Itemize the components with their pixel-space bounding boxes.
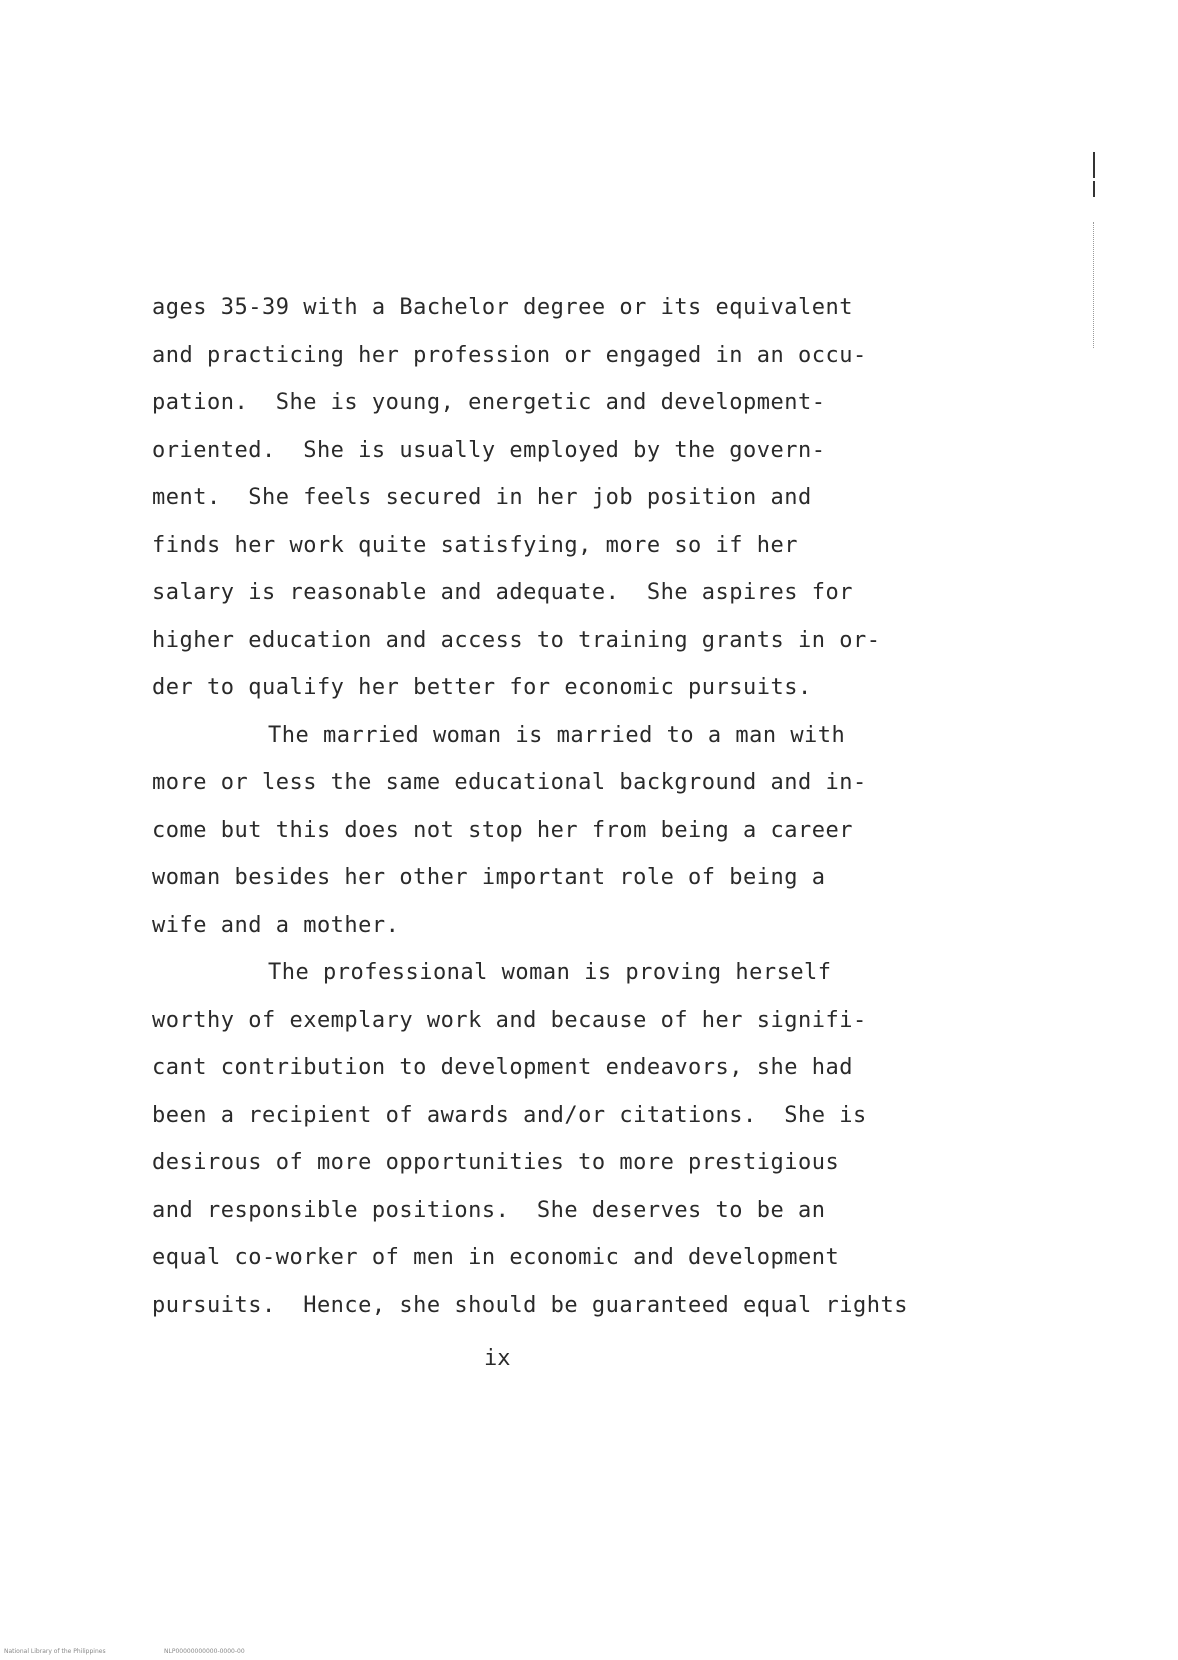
footer-identifier: NLP00000000000-0000-00 (164, 1648, 245, 1655)
paragraph-1 (152, 284, 982, 712)
text-line: der to qualify her better for economic pursuits. (152, 675, 812, 700)
text-line: pursuits. Hence, she should be guaranteed equal rights (152, 1292, 908, 1318)
text-line: cant contribution to development endeavors, she had (152, 1055, 854, 1080)
text-line: pation. She is young, energetic and development- (152, 390, 826, 415)
text-line: finds her work quite satisfying, more so if her (152, 532, 799, 558)
text-line: ment. She feels secured in her job position and (152, 485, 812, 510)
text-line: The professional woman is proving herself (268, 960, 832, 985)
text-line: come but this does not stop her from being a career (152, 817, 854, 843)
margin-mark (1093, 181, 1095, 197)
text-line: and responsible positions. She deserves to be an (152, 1197, 826, 1223)
margin-dotted-line (1093, 222, 1094, 348)
text-line: equal co-worker of men in economic and development (152, 1245, 840, 1270)
text-line: worthy of exemplary work and because of her signifi- (152, 1007, 867, 1033)
text-line: higher education and access to training grants in or- (152, 627, 881, 653)
body-text (152, 284, 982, 1329)
margin-mark (1093, 152, 1095, 178)
text-line: desirous of more opportunities to more prestigious (152, 1150, 840, 1175)
paragraph-3 (152, 949, 982, 1329)
text-line: The married woman is married to a man with (268, 722, 846, 748)
footer-source: National Library of the Philippines (4, 1648, 106, 1655)
text-line: oriented. She is usually employed by the govern- (152, 437, 826, 463)
text-line: more or less the same educational background and in- (152, 770, 867, 795)
text-line: ages 35-39 with a Bachelor degree or its equivalent (152, 295, 854, 320)
paragraph-2 (152, 712, 982, 950)
page-number: ix (484, 1346, 511, 1371)
text-line: woman besides her other important role of being a (152, 865, 826, 890)
text-line: wife and a mother. (152, 912, 400, 938)
text-line: salary is reasonable and adequate. She aspires for (152, 580, 854, 605)
text-line: been a recipient of awards and/or citations. She is (152, 1102, 867, 1128)
text-line: and practicing her profession or engaged in an occu- (152, 342, 867, 368)
